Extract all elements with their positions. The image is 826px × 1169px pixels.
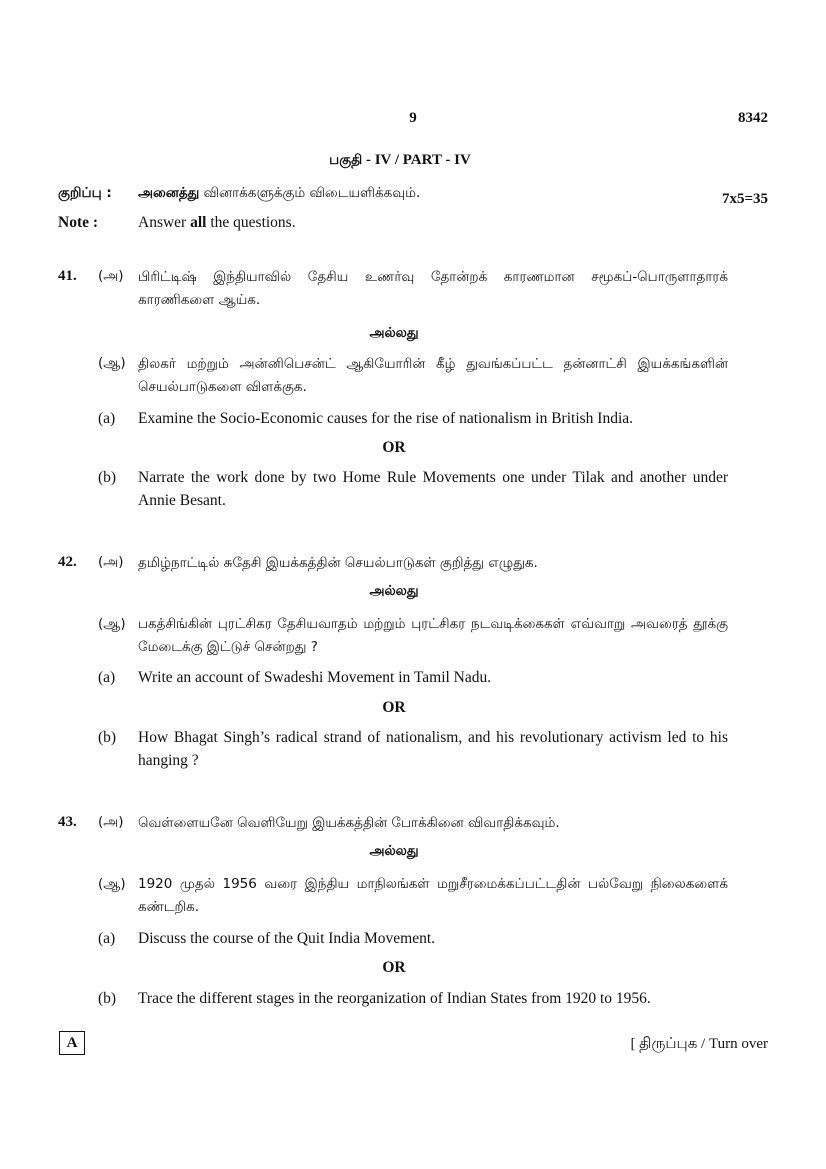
option-b-label-en: (b) [98, 990, 117, 1007]
series-badge: A [59, 1031, 85, 1055]
question-number: 43. [58, 814, 77, 830]
option-a-text-ta: பிரிட்டிஷ் இந்தியாவில் தேசிய உணர்வு தோன்றக் காரணமான சமூகப்-பொருளாதாரக் காரணிகளை ஆய்க. [138, 269, 728, 308]
note-text-en-bold: all [190, 214, 207, 231]
note-text-ta [138, 185, 420, 203]
option-a-label-ta: (அ) [98, 268, 124, 284]
page-number: 9 [409, 110, 417, 126]
option-a-text-en: Examine the Socio-Economic causes for the rise of nationalism in British India. [138, 410, 634, 427]
option-a-text-ta: வெள்ளையனே வெளியேறு இயக்கத்தின் போக்கினை விவாதிக்கவும். [138, 815, 560, 831]
note-text-ta-bold: அனைத்து [138, 185, 200, 201]
or-en: OR [382, 439, 406, 456]
question-number: 41. [58, 268, 77, 284]
part-title-en: IV / PART - IV [374, 152, 471, 168]
option-b-label-ta: (ஆ) [98, 355, 126, 371]
option-a-text-en: Write an account of Swadeshi Movement in Tamil Nadu. [138, 669, 492, 686]
part-title-ta: பகுதி [329, 152, 363, 168]
option-a-text-en: Discuss the course of the Quit India Movement. [138, 930, 436, 947]
paper-code: 8342 [738, 110, 768, 126]
option-b-label-ta: (ஆ) [98, 876, 126, 892]
note-text-en-post: the questions. [206, 214, 296, 231]
note-text-en-pre: Answer [138, 214, 191, 231]
marks: 7x5=35 [721, 191, 768, 207]
or-ta: அல்லது [369, 325, 419, 341]
question-number: 42. [58, 554, 77, 570]
turn-over-note: [ திருப்புக / Turn over [630, 1036, 768, 1052]
option-b-text-en: How Bhagat Singh’s radical strand of nationalism, and his revolutionary activism led to his hanging ? [138, 729, 728, 769]
option-a-label-en: (a) [98, 669, 116, 686]
option-b-label-ta: (ஆ) [98, 616, 126, 632]
note-text-en [138, 214, 296, 232]
note-label-ta: குறிப்பு : [58, 185, 112, 201]
option-a-label-ta: (அ) [98, 554, 124, 570]
note-text-ta-rest: வினாக்களுக்கும் விடையளிக்கவும். [199, 185, 421, 201]
or-ta: அல்லது [369, 583, 419, 599]
option-a-text-ta: தமிழ்நாட்டில் சுதேசி இயக்கத்தின் செயல்பாடுகள் குறித்து எழுதுக. [138, 555, 538, 571]
option-b-text-ta: 1920 முதல் 1956 வரை இந்திய மாநிலங்கள் மறுசீரமைக்கப்பட்டதின் பல்வேறு நிலைகளைக் கண்டறிக. [138, 876, 728, 915]
or-en: OR [382, 959, 406, 976]
option-b-text-ta: பகத்சிங்கின் புரட்சிகர தேசியவாதம் மற்றும் புரட்சிகர நடவடிக்கைகள் எவ்வாறு அவரைத் தூக்கு மேடைக்கு இட்டுச் சென்றது ? [138, 616, 728, 655]
option-b-text-ta: திலகர் மற்றும் அன்னிபெசன்ட் ஆகியோரின் கீழ் துவங்கப்பட்ட தன்னாட்சி இயக்கங்களின் செயல்பாடுகளை விளக்குக. [138, 356, 728, 395]
or-en: OR [382, 699, 406, 716]
option-b-text-en: Narrate the work done by two Home Rule Movements one under Tilak and another under Annie Besant. [138, 469, 728, 509]
part-title [200, 152, 600, 170]
option-a-label-ta: (அ) [98, 814, 124, 830]
option-a-label-en: (a) [98, 410, 116, 427]
option-b-label-en: (b) [98, 729, 117, 746]
note-label-en: Note : [58, 214, 99, 231]
part-title-sep: - [362, 152, 375, 168]
option-a-label-en: (a) [98, 930, 116, 947]
option-b-label-en: (b) [98, 469, 117, 486]
option-b-text-en: Trace the different stages in the reorganization of Indian States from 1920 to 1956. [138, 990, 651, 1007]
or-ta: அல்லது [369, 843, 419, 859]
